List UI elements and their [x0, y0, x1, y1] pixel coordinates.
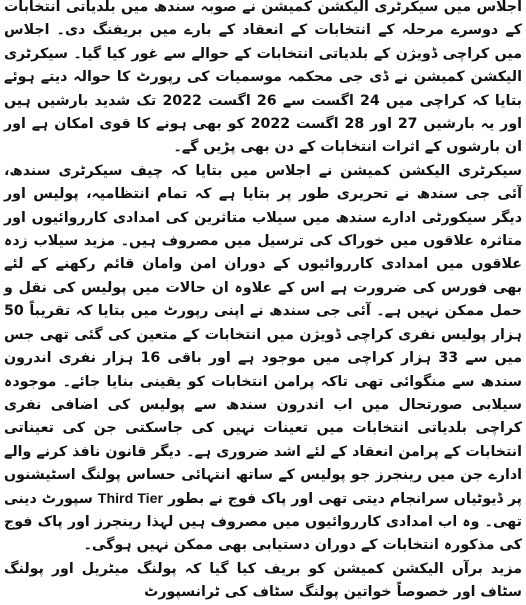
third-tier-label: Third Tier: [97, 490, 163, 507]
paragraph-security-situation: [4, 160, 522, 558]
paragraph-security-text-a: سیکرٹری الیکشن کمیشن نے اجلاس میں بتایا کہ چیف سیکرٹری سندھ، آئی جی سندھ نے تحریری طور پر بتایا ہے کہ تمام انتظامیہ، پولیس اور دیگر سیکورٹی ادارے سندھ میں سیلاب متاثرین کی امدادی کارروائیوں اور متاثرہ علاقوں میں خوراک کی ترسیل میں مصروف ہیں۔ مزید سیلاب زدہ علاقوں میں امدادی کارروائیوں کے دوران امن وامان قائم رکھنے کے لئے بھی فورس کی ضرورت ہے اس کے علاوہ ان حالات میں پولیس کی نقل و حمل ممکن نہیں ہے۔ آئی جی سندھ نے اپنی رپورٹ میں بتایا کہ تقریباً 50 ہزار پولیس نفری کراچی ڈویژن میں انتخابات کے متعین کی گئی تھی جس میں سے 33 ہزار کراچی میں موجود ہے اور باقی 16 ہزار نفری اندرون سندھ سے منگوائی تھی تاکہ پرامن انتخابات کو یقینی بنایا جائے۔ موجودہ سیلابی صورتحال میں اب اندرون سندھ سے پولیس کی اضافی نفری کراچی بلدیاتی انتخابات میں تعینات نہیں کی جاسکتی جن کی تعیناتی انتخابات کے پرامن انعقاد کے لئے اشد ضروری ہے۔ دیگر قانون نافذ کرنے والے ادارے جن میں رینجرز جو پولیس کے ساتھ انتہائی حساس پولنگ اسٹیشنوں پر ڈیوٹیاں سرانجام دیتی تھی اور پاک فوج نے بطور: [4, 162, 522, 507]
paragraph-briefing: اجلاس میں سیکرٹری الیکشن کمیشن نے صوبہ سندھ میں بلدیاتی انتخابات کے دوسرے مرحلہ کے انتخابات کے انعقاد کے بارے میں بریفنگ دی۔ اجلاس میں کراچی ڈویژن کے بلدیاتی انتخابات کے حوالے سے غور کیا گیا۔ سیکرٹری الیکشن کمیشن نے ڈی جی محکمہ موسمیات کی رپورٹ کا حوالہ دیتے ہوئے بتایا کہ کراچی میں 24 اگست سے 26 اگست 2022 تک شدید بارشیں ہیں اور یہ بارشیں 27 اور 28 اگست 2022 کو بھی ہونے کا قوی امکان ہے اور ان بارشوں کے اثرات انتخابات کے دن بھی پڑیں گے۔: [4, 0, 523, 156]
paragraph-transport: مزید برآں الیکشن کمیشن کو بریف کیا گیا کہ پولنگ میٹریل اور پولنگ سٹاف اور خصوصاً خواتین پولنگ سٹاف کی ٹرانسپورٹ: [4, 560, 522, 601]
paragraph-security-text-b: سپورٹ دینی تھی۔ وہ اب امدادی کارروائیوں میں مصروف ہیں لہذا رینجرز اور پاک فوج کی مذکورہ انتخابات کے دوران دستیابی بھی ممکن نہیں ہوگی۔: [4, 490, 522, 554]
article-body: [4, 0, 522, 605]
